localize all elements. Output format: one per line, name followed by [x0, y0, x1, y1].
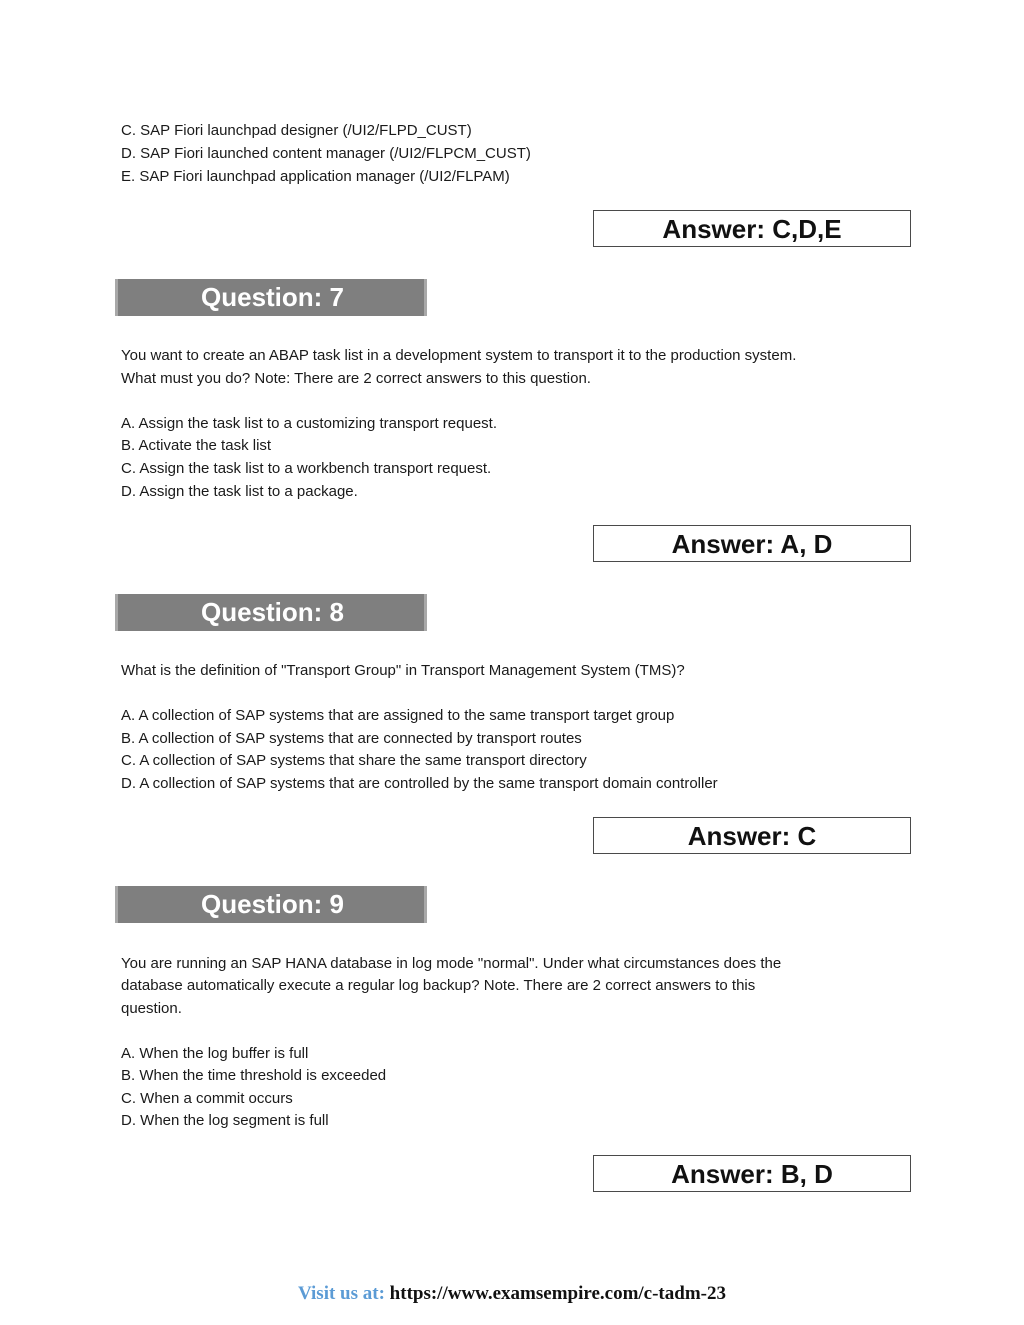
q8-option-c: C. A collection of SAP systems that share the same transport directory: [121, 752, 587, 769]
question-7-banner: [115, 279, 427, 316]
q7-option-d: D. Assign the task list to a package.: [121, 483, 358, 500]
question-8-banner: [115, 594, 427, 631]
q9-stem-line-1: You are running an SAP HANA database in log mode "normal". Under what circumstances does the: [121, 955, 782, 972]
q7-answer-text: Answer: A, D: [671, 528, 833, 559]
q8-option-a: A. A collection of SAP systems that are assigned to the same transport target group: [121, 707, 675, 724]
footer-url-link[interactable]: https://www.examsempire.com/c-tadm-23: [389, 1283, 726, 1304]
q9-answer-text: Answer: B, D: [671, 1158, 833, 1189]
q9-option-b: B. When the time threshold is exceeded: [121, 1067, 387, 1084]
q6-answer-text: Answer: C,D,E: [662, 213, 842, 244]
question-9-title: Question: 9: [201, 889, 345, 919]
q7-answer-box: [593, 525, 911, 562]
q7-option-c: C. Assign the task list to a workbench transport request.: [121, 460, 492, 477]
q7-option-a: A. Assign the task list to a customizing transport request.: [121, 415, 498, 432]
q6-option-d: D. SAP Fiori launched content manager (/UI2/FLPCM_CUST): [121, 145, 531, 162]
footer-visit-label: Visit us at:: [298, 1283, 385, 1304]
q8-option-d: D. A collection of SAP systems that are controlled by the same transport domain controller: [121, 775, 718, 792]
q6-option-e: E. SAP Fiori launchpad application manager (/UI2/FLPAM): [121, 168, 510, 185]
q9-option-d: D. When the log segment is full: [121, 1112, 329, 1129]
q6-answer-box: [593, 210, 911, 247]
q7-stem-line-1: You want to create an ABAP task list in a development system to transport it to the production system.: [121, 347, 797, 364]
q9-stem-line-3: question.: [121, 1000, 182, 1017]
q9-option-a: A. When the log buffer is full: [121, 1045, 309, 1062]
q8-stem-line-1: What is the definition of "Transport Group" in Transport Management System (TMS)?: [121, 662, 685, 679]
page-footer: [0, 1282, 1024, 1306]
q9-answer-box: [593, 1155, 911, 1192]
q9-option-c: C. When a commit occurs: [121, 1090, 293, 1107]
q7-stem-line-2: What must you do? Note: There are 2 correct answers to this question.: [121, 370, 591, 387]
q9-stem-line-2: database automatically execute a regular log backup? Note. There are 2 correct answers to this: [121, 977, 756, 994]
q8-answer-box: [593, 817, 911, 854]
question-7-title: Question: 7: [201, 282, 345, 312]
question-9-banner: [115, 886, 427, 923]
question-8-title: Question: 8: [201, 597, 345, 627]
q8-answer-text: Answer: C: [687, 820, 817, 851]
q6-option-c: C. SAP Fiori launchpad designer (/UI2/FLPD_CUST): [121, 122, 472, 139]
q8-option-b: B. A collection of SAP systems that are connected by transport routes: [121, 730, 582, 747]
q7-option-b: B. Activate the task list: [121, 437, 272, 454]
